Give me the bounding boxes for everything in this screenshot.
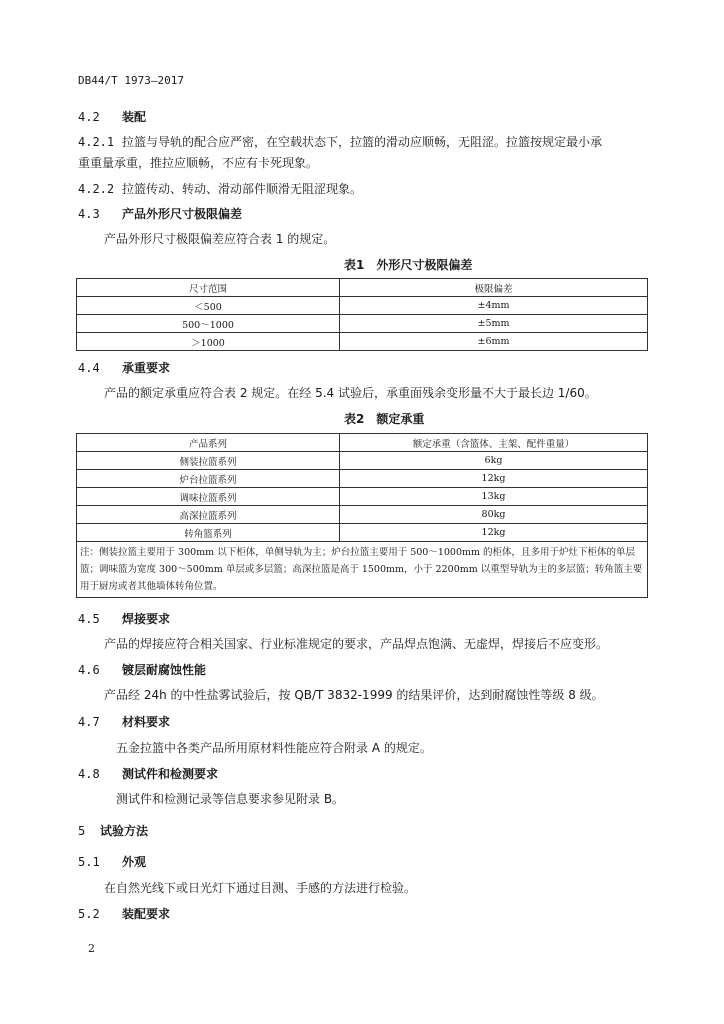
- clause-4-2-1-line2: 重重量承重，推拉应顺畅，不应有卡死现象。: [78, 156, 319, 170]
- table-cell: ±6mm: [340, 333, 648, 351]
- section-number: 4.8: [78, 767, 100, 781]
- section-number: 4.3: [78, 207, 100, 221]
- table-cell: 侧装拉篮系列: [77, 452, 340, 470]
- section-number: 5.1: [78, 855, 100, 869]
- section-title: 装配要求: [122, 907, 171, 921]
- table-header-cell: 产品系列: [77, 434, 340, 452]
- table-cell: ±5mm: [340, 315, 648, 333]
- section-number: 4.7: [78, 715, 100, 729]
- clause-number: 4.2.1: [78, 135, 115, 149]
- table-row: [77, 297, 648, 315]
- section-title: 测试件和检测要求: [122, 767, 219, 781]
- table-cell: 6kg: [340, 452, 648, 470]
- section-heading-5: [78, 822, 148, 839]
- table-cell: 炉台拉篮系列: [77, 470, 340, 488]
- paragraph-4-6: 产品经 24h 的中性盐雾试验后，按 QB/T 3832-1999 的结果评价，达到耐腐蚀性等级 8 级。: [104, 688, 604, 702]
- table-row: [77, 452, 648, 470]
- clause-number: 4.2.2: [78, 182, 115, 196]
- section-title: 焊接要求: [122, 612, 171, 626]
- section-heading-4-7: [78, 713, 170, 730]
- paragraph-4-8: 测试件和检测记录等信息要求参见附录 B。: [116, 792, 345, 806]
- clause-4-2-1-line1: [78, 133, 602, 150]
- table-row: [77, 488, 648, 506]
- page-number: 2: [88, 942, 95, 955]
- table-cell: 转角篮系列: [77, 524, 340, 542]
- table-cell: 500～1000: [77, 315, 340, 333]
- table-header-row: [77, 434, 648, 452]
- table-cell: 调味拉篮系列: [77, 488, 340, 506]
- table-cell: ＞1000: [77, 333, 340, 351]
- table-row: [77, 506, 648, 524]
- table-1: [76, 278, 648, 351]
- table-cell: 12kg: [340, 470, 648, 488]
- section-title: 产品外形尺寸极限偏差: [122, 207, 243, 221]
- paragraph-4-7: 五金拉篮中各类产品所用原材料性能应符合附录 A 的规定。: [116, 741, 432, 755]
- section-heading-4-5: [78, 610, 170, 627]
- section-title: 承重要求: [122, 361, 171, 375]
- clause-text: 拉篮与导轨的配合应严密，在空载状态下，拉篮的滑动应顺畅，无阻涩。拉篮按规定最小承: [122, 135, 603, 149]
- table-note: 注：侧装拉篮主要用于 300mm 以下柜体，单侧导轨为主；炉台拉篮主要用于 500～1000mm 的柜体，且多用于炉灶下柜体的单层篮；调味篮为宽度 300～500mm 单层或多层篮；高深拉篮是高于 1500mm，小于 2200mm 以重型导轨为主的多层篮；转角篮主要用于厨房或者其他墙体转角位置。: [77, 542, 648, 598]
- paragraph-4-4: 产品的额定承重应符合表 2 规定。在经 5.4 试验后，承重面残余变形量不大于最长边 1/60。: [104, 386, 597, 400]
- section-title: 镀层耐腐蚀性能: [122, 663, 207, 677]
- table1-caption: 表1 外形尺寸极限偏差: [344, 258, 473, 272]
- section-heading-4-4: [78, 359, 170, 376]
- section-number: 4.2: [78, 110, 100, 124]
- section-title: 试验方法: [100, 824, 149, 838]
- table-row: [77, 524, 648, 542]
- section-heading-4-2: [78, 108, 146, 125]
- section-number: 4.5: [78, 612, 100, 626]
- table-cell: ±4mm: [340, 297, 648, 315]
- table-row: [77, 333, 648, 351]
- table-header-cell: 额定承重（含篮体、主架、配件重量）: [340, 434, 648, 452]
- section-heading-5-1: [78, 853, 146, 870]
- section-heading-4-3: [78, 205, 242, 222]
- section-title: 外观: [122, 855, 147, 869]
- section-title: 材料要求: [122, 715, 171, 729]
- clause-4-2-2: [78, 180, 362, 197]
- paragraph-4-5: 产品的焊接应符合相关国家、行业标准规定的要求，产品焊点饱满、无虚焊，焊接后不应变形。: [104, 637, 609, 651]
- table-header-cell: 极限偏差: [340, 279, 648, 297]
- clause-text: 拉篮传动、转动、滑动部件顺滑无阻涩现象。: [122, 182, 363, 196]
- table-cell: 高深拉篮系列: [77, 506, 340, 524]
- paragraph-5-1: 在自然光线下或日光灯下通过目测、手感的方法进行检验。: [104, 881, 417, 895]
- section-number: 4.6: [78, 663, 100, 677]
- table-note-row: [77, 542, 648, 598]
- section-number: 5: [78, 824, 86, 838]
- table-header-row: [77, 279, 648, 297]
- table2-caption: 表2 额定承重: [344, 412, 425, 426]
- section-heading-5-2: [78, 905, 170, 922]
- doc-header-id: DB44/T 1973—2017: [78, 74, 184, 87]
- section-number: 4.4: [78, 361, 100, 375]
- section-title: 装配: [122, 110, 147, 124]
- table-row: [77, 315, 648, 333]
- table-cell: 12kg: [340, 524, 648, 542]
- table-cell: 80kg: [340, 506, 648, 524]
- table-2: [76, 433, 648, 598]
- section-number: 5.2: [78, 907, 100, 921]
- table-cell: 13kg: [340, 488, 648, 506]
- paragraph-4-3: 产品外形尺寸极限偏差应符合表 1 的规定。: [104, 232, 336, 246]
- table-cell: ＜500: [77, 297, 340, 315]
- table-row: [77, 470, 648, 488]
- section-heading-4-8: [78, 765, 218, 782]
- table-header-cell: 尺寸范围: [77, 279, 340, 297]
- section-heading-4-6: [78, 661, 206, 678]
